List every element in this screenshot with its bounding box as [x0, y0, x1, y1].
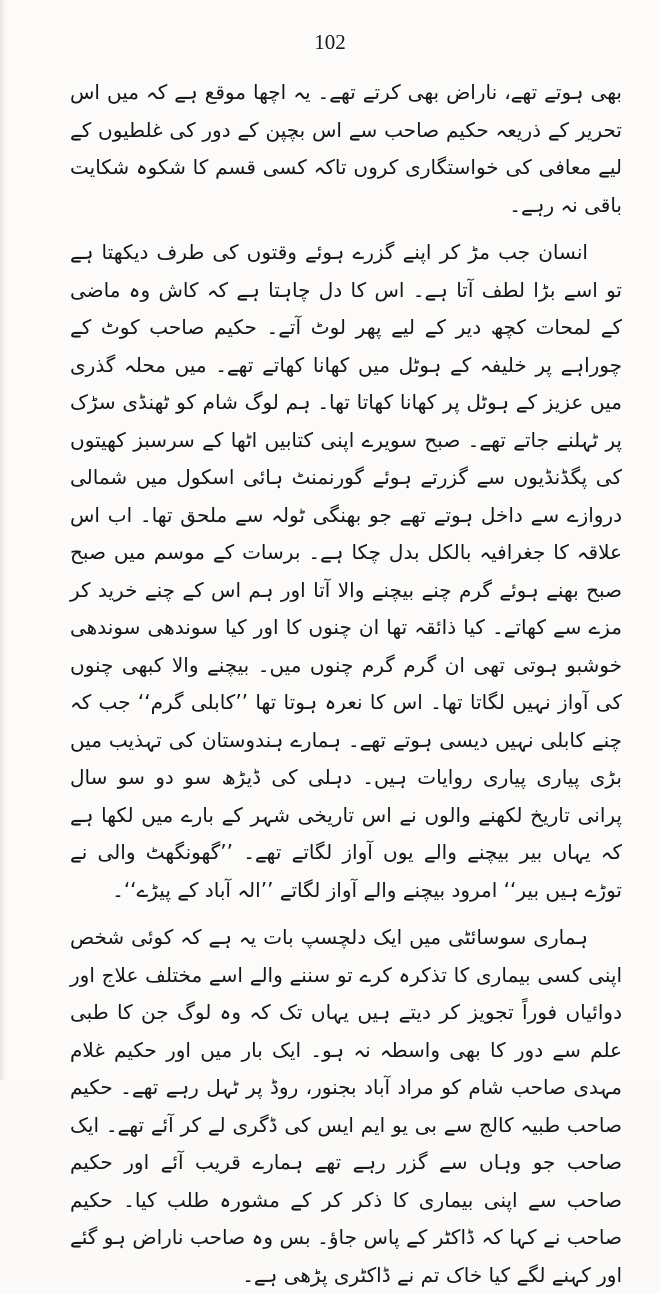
page-edge-shadow [0, 0, 6, 1080]
paragraph-3: ہماری سوسائٹی میں ایک دلچسپ بات یہ ہے کہ کوئی شخص اپنی کسی بیماری کا تذکرہ کرے تو سننے والے اسے مختلف علاج اور دوائیاں فوراً تجویز کر دیتے ہیں یہاں تک کہ وہ لوگ جن کا طبی علم سے دور کا بھی واسطہ نہ ہو۔ ایک بار میں اور حکیم غلام مہدی صاحب شام کو مراد آباد بجنور، روڈ پر ٹہل رہے تھے۔ حکیم صاحب طبیہ کالج سے بی یو ایم ایس کی ڈگری لے کر آئے تھے۔ ایک صاحب جو وہاں سے گزر رہے تھے ہمارے قریب آئے اور حکیم صاحب سے اپنی بیماری کا ذکر کر کے مشورہ طلب کیا۔ حکیم صاحب نے کہا کہ ڈاکٹر کے پاس جاؤ۔ بس وہ صاحب ناراض ہو گئے اور کہنے لگے کیا خاک تم نے ڈاکٹری پڑھی ہے۔ [70, 925, 622, 1287]
body-text [70, 74, 622, 1294]
page-number: 102 [314, 30, 346, 54]
paragraph-1: بھی ہوتے تھے، ناراض بھی کرتے تھے۔ یہ اچھا موقع ہے کہ میں اس تحریر کے ذریعہ حکیم صاحب سے اس بچپن کے دور کی غلطیوں کے لیے معافی کی خواستگاری کروں تاکہ کسی قسم کا شکوہ شکایت باقی نہ رہے۔ [70, 80, 622, 217]
paragraph-2: انسان جب مڑ کر اپنے گزرے ہوئے وقتوں کی طرف دیکھتا ہے تو اسے بڑا لطف آتا ہے۔ اس کا دل چاہتا ہے کہ کاش وہ ماضی کے لمحات کچھ دیر کے لیے پھر لوٹ آتے۔ حکیم صاحب کوٹ کے چوراہے پر خلیفہ کے ہوٹل میں کھانا کھاتے تھے۔ میں محلہ گذری میں عزیز کے ہوٹل پر کھانا کھاتا تھا۔ ہم لوگ شام کو ٹھنڈی سڑک پر ٹہلنے جاتے تھے۔ صبح سویرے اپنی کتابیں اٹھا کے سرسبز کھیتوں کی پگڈنڈیوں سے گزرتے ہوئے گورنمنٹ ہائی اسکول میں شمالی دروازے سے داخل ہوتے تھے جو بھنگی ٹولہ سے ملحق تھا۔ اب اس علاقہ کا جغرافیہ بالکل بدل چکا ہے۔ برسات کے موسم میں صبح صبح بھنے ہوئے گرم چنے بیچنے والا آتا اور ہم اس کے چنے خرید کر مزے سے کھاتے۔ کیا ذائقہ تھا ان چنوں کا اور کیا سوندھی سوندھی خوشبو ہوتی تھی ان گرم گرم چنوں میں۔ بیچنے والا کبھی چنوں کی آواز نہیں لگاتا تھا۔ اس کا نعرہ ہوتا تھا ’’کابلی گرم‘‘ جب کہ چنے کابلی نہیں دیسی ہوتے تھے۔ ہمارے ہندوستان کی تہذیب میں بڑی پیاری پیاری روایات ہیں۔ دہلی کی ڈیڑھ سو دو سو سال پرانی تاریخ لکھنے والوں نے اس تاریخی شہر کے بارے میں لکھا ہے کہ یہاں بیر بیچنے والے یوں آواز لگاتے تھے۔ ’’گھونگھٹ والی نے توڑے ہیں بیر‘‘ امرود بیچنے والے آواز لگاتے ’’الہ آباد کے پیڑے‘‘۔ [70, 240, 622, 902]
